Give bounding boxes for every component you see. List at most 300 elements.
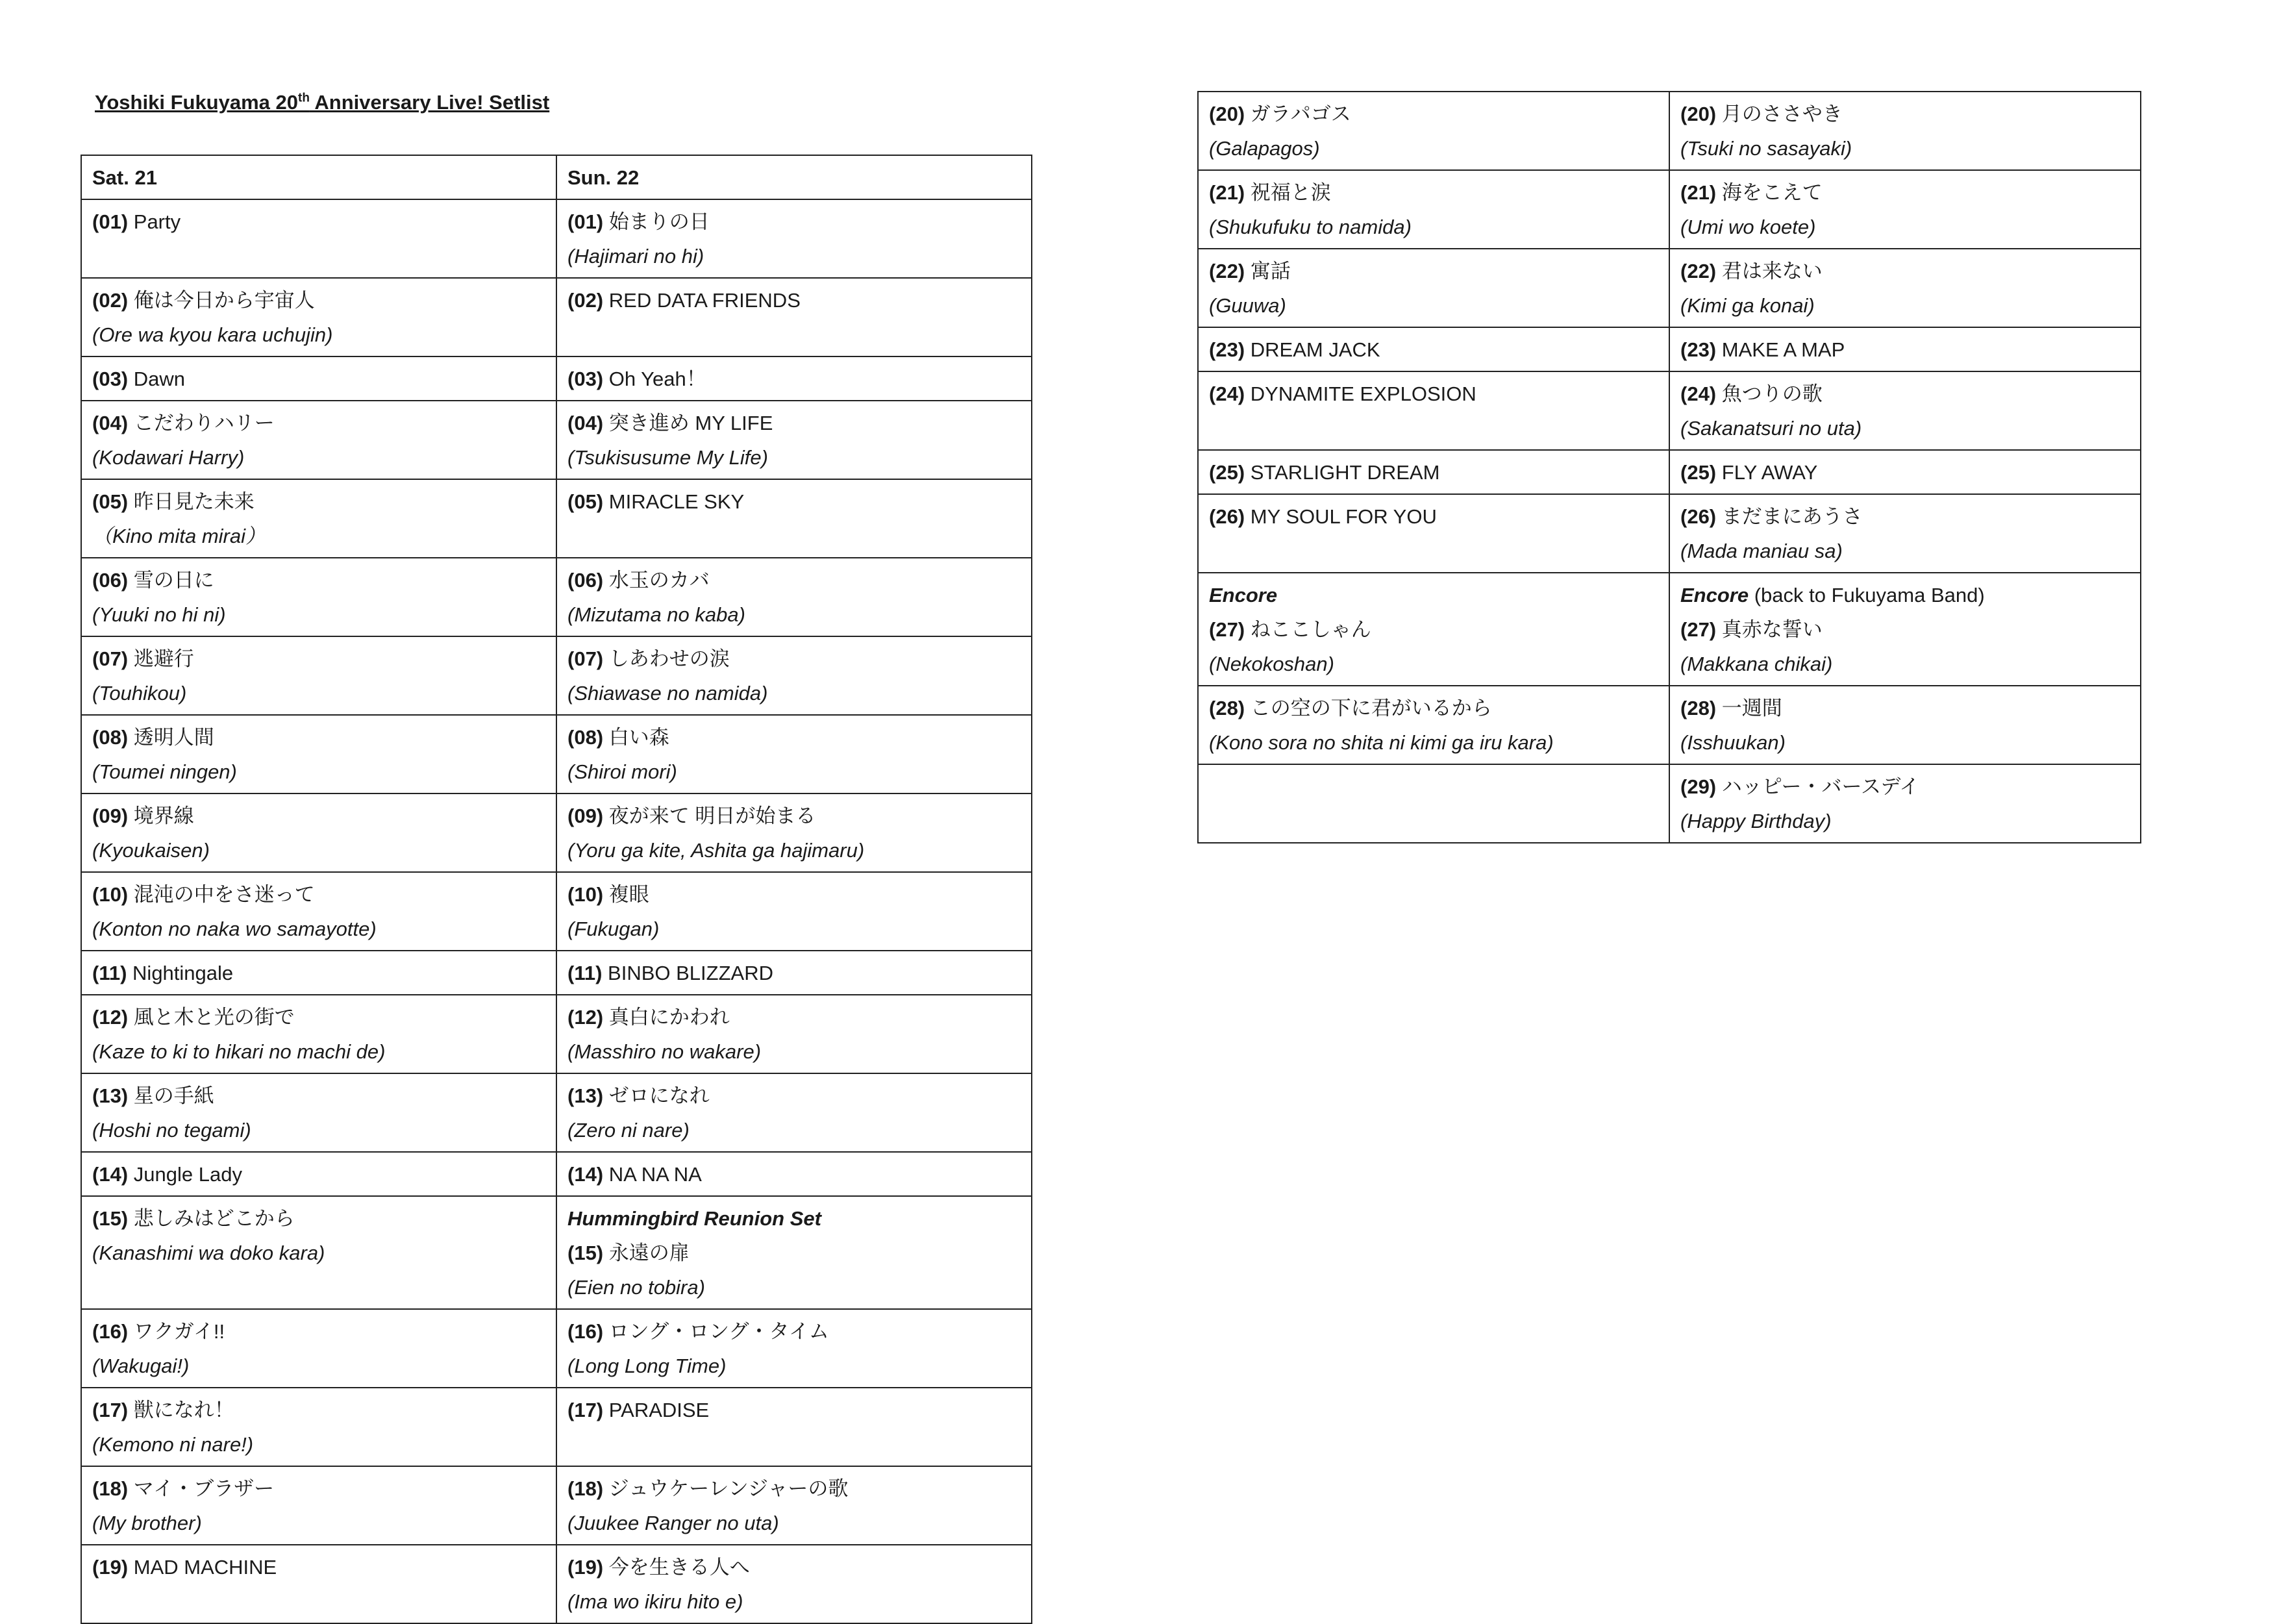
song-title: 境界線: [133, 805, 194, 827]
song-number: (13): [92, 1084, 129, 1107]
table-row: [81, 1388, 1032, 1466]
song-entry: [567, 799, 1021, 833]
song-number: (25): [1209, 461, 1245, 484]
song-title: 水玉のカバ: [608, 569, 710, 592]
song-title: 白い森: [608, 726, 669, 749]
song-title: DREAM JACK: [1250, 338, 1380, 361]
song-number: (09): [92, 805, 129, 827]
song-romanization: (Umi wo koete): [1680, 216, 1816, 238]
setlist-cell: [81, 401, 556, 479]
song-number: (02): [567, 289, 604, 312]
song-romanization: (Kimi ga konai): [1680, 294, 1815, 317]
song-title: 複眼: [608, 883, 649, 906]
song-entry: [567, 956, 1021, 990]
song-number: (03): [92, 368, 129, 390]
song-number: (14): [567, 1163, 604, 1186]
section-label: [1680, 578, 2130, 612]
setlist-cell: [556, 995, 1032, 1073]
song-romanization: (Tsukisusume My Life): [567, 446, 768, 469]
song-title: 俺は今日から宇宙人: [133, 289, 315, 312]
song-entry: [92, 1157, 545, 1192]
song-entry: [92, 283, 545, 318]
song-number: (14): [92, 1163, 129, 1186]
song-title: MAKE A MAP: [1721, 338, 1845, 361]
table-row: [81, 793, 1032, 872]
setlist-cell: [1198, 494, 1669, 573]
song-title: 永遠の扉: [608, 1242, 690, 1264]
table-row: [81, 715, 1032, 793]
table-row: [81, 199, 1032, 278]
song-title: ハッピー・バースデイ: [1721, 775, 1920, 798]
song-entry: [567, 1000, 1021, 1034]
song-entry: [567, 1079, 1021, 1113]
song-title: BINBO BLIZZARD: [608, 962, 773, 984]
song-title: 突き進め MY LIFE: [608, 412, 773, 434]
table-row: [81, 1196, 1032, 1309]
song-romanization: (Makkana chikai): [1680, 653, 1833, 675]
song-number: (20): [1680, 103, 1717, 125]
setlist-cell: [556, 558, 1032, 636]
song-title: Nightingale: [132, 962, 234, 984]
song-romanization: (Yoru ga kite, Ashita ga hajimaru): [567, 839, 865, 862]
table-row: [81, 401, 1032, 479]
song-title: 混沌の中をさ迷って: [133, 883, 315, 906]
song-title: 獣になれ！: [133, 1399, 234, 1421]
table-row: [81, 1152, 1032, 1196]
song-title: ロング・ロング・タイム: [608, 1320, 829, 1343]
song-romanization: (Kono sora no shita ni kimi ga iru kara): [1209, 731, 1554, 754]
setlist-cell: [81, 1196, 556, 1309]
section-label: [1209, 578, 1658, 612]
song-number: (13): [567, 1084, 604, 1107]
song-entry: [92, 1393, 545, 1427]
song-entry: [567, 362, 1021, 396]
song-number: (28): [1209, 697, 1245, 719]
song-title: マイ・ブラザー: [133, 1477, 275, 1500]
setlist-cell: [1669, 573, 2141, 686]
song-title: 始まりの日: [608, 210, 710, 233]
song-entry: [567, 1550, 1021, 1584]
song-entry: [1680, 691, 2130, 725]
song-number: (05): [567, 490, 604, 513]
song-number: (06): [567, 569, 604, 592]
setlist-cell: [81, 951, 556, 995]
song-title: ねここしゃん: [1250, 618, 1371, 641]
setlist-cell: [1669, 327, 2141, 371]
setlist-cell: [556, 1152, 1032, 1196]
song-number: (11): [92, 962, 127, 984]
song-entry: [1209, 612, 1658, 647]
song-title: 悲しみはどこから: [133, 1207, 295, 1230]
song-title: 透明人間: [133, 726, 214, 749]
song-number: (07): [92, 647, 129, 670]
table-row: [1198, 494, 2141, 573]
setlist-cell: [81, 558, 556, 636]
song-title: 魚つりの歌: [1721, 382, 1823, 405]
song-entry: [92, 1000, 545, 1034]
song-entry: [1209, 254, 1658, 288]
song-entry: [1209, 332, 1658, 367]
table-row: [1198, 170, 2141, 249]
song-entry: [92, 362, 545, 396]
section-title: Encore: [1680, 584, 1749, 606]
song-romanization: (Kemono ni nare!): [92, 1433, 254, 1456]
setlist-cell: [81, 1073, 556, 1152]
cell-spacer: [1209, 411, 1658, 445]
table-row: [1198, 371, 2141, 450]
setlist-cell: [1669, 686, 2141, 764]
song-entry: [1680, 175, 2130, 210]
song-title: この空の下に君がいるから: [1250, 697, 1492, 719]
song-number: (24): [1680, 382, 1717, 405]
song-title: 今を生きる人へ: [608, 1556, 750, 1579]
song-entry: [1209, 377, 1658, 411]
song-romanization: (Long Long Time): [567, 1355, 727, 1377]
setlist-cell: [81, 479, 556, 558]
song-title: Party: [133, 210, 181, 233]
song-number: (05): [92, 490, 129, 513]
song-title: 君は来ない: [1721, 260, 1823, 282]
table-row: [81, 872, 1032, 951]
song-number: (01): [567, 210, 604, 233]
song-title: ガラパゴス: [1250, 103, 1351, 125]
setlist-cell: [1669, 494, 2141, 573]
song-number: (19): [92, 1556, 129, 1579]
song-romanization: (Mada maniau sa): [1680, 540, 1843, 562]
song-entry: [567, 205, 1021, 239]
song-romanization: (Shukufuku to namida): [1209, 216, 1412, 238]
song-number: (12): [92, 1006, 129, 1029]
setlist-cell: [556, 872, 1032, 951]
song-number: (29): [1680, 775, 1717, 798]
setlist-cell: [1669, 764, 2141, 843]
song-title: 雪の日に: [133, 569, 214, 592]
cell-spacer: [1209, 534, 1658, 568]
header-row: [81, 155, 1032, 199]
table-row: [81, 1073, 1032, 1152]
song-title: MY SOUL FOR YOU: [1250, 505, 1437, 528]
table-row: [81, 1466, 1032, 1545]
song-romanization: (Happy Birthday): [1680, 810, 1832, 832]
song-romanization: (Isshuukan): [1680, 731, 1786, 754]
setlist-cell: [81, 995, 556, 1073]
setlist-cell: [556, 1388, 1032, 1466]
song-number: (16): [92, 1320, 129, 1343]
cell-spacer: [92, 1270, 545, 1305]
cell-spacer: [1209, 769, 1658, 804]
setlist-cell: [1669, 450, 2141, 494]
song-number: (20): [1209, 103, 1245, 125]
setlist-cell: [556, 356, 1032, 401]
setlist-cell: [81, 793, 556, 872]
song-entry: [567, 484, 1021, 519]
song-title: 真赤な誓い: [1721, 618, 1823, 641]
song-number: (21): [1680, 181, 1717, 204]
setlist-cell: [81, 1466, 556, 1545]
song-romanization: (My brother): [92, 1512, 202, 1534]
song-entry: [567, 283, 1021, 318]
table-row: [81, 356, 1032, 401]
setlist-cell: [1198, 764, 1669, 843]
song-title: 一週間: [1721, 697, 1782, 719]
song-entry: [567, 1471, 1021, 1506]
song-entry: [92, 642, 545, 676]
song-entry: [1680, 499, 2130, 534]
cell-spacer: [1209, 804, 1658, 838]
song-title: NA NA NA: [608, 1163, 702, 1186]
song-title: ゼロになれ: [608, 1084, 710, 1107]
song-romanization: (Ima wo ikiru hito e): [567, 1590, 743, 1613]
setlist-cell: [81, 1388, 556, 1466]
song-romanization: (Zero ni nare): [567, 1119, 690, 1142]
song-title: 風と木と光の街で: [133, 1006, 295, 1029]
setlist-cell: [1198, 450, 1669, 494]
song-entry: [92, 799, 545, 833]
song-title: MAD MACHINE: [133, 1556, 277, 1579]
song-number: (21): [1209, 181, 1245, 204]
song-romanization: (Masshiro no wakare): [567, 1040, 762, 1063]
table-row: [81, 636, 1032, 715]
table-row: [1198, 249, 2141, 327]
song-title: 星の手紙: [133, 1084, 214, 1107]
setlist-cell: [556, 479, 1032, 558]
song-entry: [1209, 97, 1658, 131]
song-number: (26): [1209, 505, 1245, 528]
song-entry: [92, 877, 545, 912]
setlist-cell: [556, 1309, 1032, 1388]
song-romanization: (Fukugan): [567, 918, 660, 940]
song-entry: [92, 720, 545, 755]
song-title: ジュウケーレンジャーの歌: [608, 1477, 849, 1500]
song-romanization: (Konton no naka wo samayotte): [92, 918, 377, 940]
setlist-cell: [1198, 686, 1669, 764]
song-romanization: (Toumei ningen): [92, 760, 237, 783]
song-entry: [1680, 254, 2130, 288]
song-title: 月のささやき: [1721, 103, 1843, 125]
song-entry: [92, 1201, 545, 1236]
song-title: しあわせの涙: [608, 647, 730, 670]
section-label: [567, 1201, 1021, 1236]
song-number: (23): [1209, 338, 1245, 361]
song-title: 海をこえて: [1721, 181, 1823, 204]
song-title: 祝福と涙: [1250, 181, 1331, 204]
song-title: Dawn: [133, 368, 186, 390]
setlist-cell: [81, 715, 556, 793]
song-entry: [1680, 332, 2130, 367]
song-entry: [1209, 499, 1658, 534]
song-romanization: (Sakanatsuri no uta): [1680, 417, 1862, 440]
song-number: (24): [1209, 382, 1245, 405]
table-row: [81, 951, 1032, 995]
setlist-cell: [1669, 249, 2141, 327]
song-entry: [567, 642, 1021, 676]
song-number: (10): [92, 883, 129, 906]
setlist-cell: [556, 1073, 1032, 1152]
song-title: Oh Yeah！: [608, 368, 706, 390]
song-title: FLY AWAY: [1721, 461, 1818, 484]
setlist-cell: [556, 951, 1032, 995]
song-number: (11): [567, 962, 603, 984]
song-number: (27): [1680, 618, 1717, 641]
setlist-cell: [556, 636, 1032, 715]
setlist-table-left: [81, 155, 1032, 1624]
table-row: [81, 278, 1032, 356]
song-title: DYNAMITE EXPLOSION: [1250, 382, 1476, 405]
song-entry: [92, 1079, 545, 1113]
table-row: [1198, 686, 2141, 764]
song-entry: [1680, 377, 2130, 411]
song-number: (03): [567, 368, 604, 390]
song-number: (18): [92, 1477, 129, 1500]
setlist-cell: [1198, 170, 1669, 249]
song-title: PARADISE: [608, 1399, 710, 1421]
setlist-cell: [81, 199, 556, 278]
song-romanization: (Kanashimi wa doko kara): [92, 1242, 325, 1264]
song-number: (17): [92, 1399, 129, 1421]
setlist-cell: [1198, 371, 1669, 450]
song-number: (04): [92, 412, 129, 434]
setlist-cell: [556, 793, 1032, 872]
setlist-cell: [1669, 170, 2141, 249]
setlist-cell: [81, 356, 556, 401]
song-title: Jungle Lady: [133, 1163, 242, 1186]
song-entry: [1680, 455, 2130, 490]
song-romanization: (Yuuki no hi ni): [92, 603, 226, 626]
song-entry: [1209, 691, 1658, 725]
song-entry: [567, 1314, 1021, 1349]
song-romanization: (Juukee Ranger no uta): [567, 1512, 779, 1534]
song-entry: [567, 406, 1021, 440]
song-number: (15): [567, 1242, 604, 1264]
song-title: STARLIGHT DREAM: [1250, 461, 1440, 484]
song-number: (26): [1680, 505, 1717, 528]
song-entry: [92, 956, 545, 990]
song-entry: [1680, 97, 2130, 131]
song-romanization: (Shiawase no namida): [567, 682, 768, 705]
song-romanization: (Touhikou): [92, 682, 187, 705]
setlist-cell: [1198, 92, 1669, 170]
song-entry: [567, 1393, 1021, 1427]
setlist-cell: [81, 636, 556, 715]
setlist-cell: [556, 1196, 1032, 1309]
song-title: MIRACLE SKY: [608, 490, 745, 513]
song-entry: [567, 877, 1021, 912]
setlist-cell: [1198, 327, 1669, 371]
song-number: (25): [1680, 461, 1717, 484]
song-number: (28): [1680, 697, 1717, 719]
section-title: Encore: [1209, 584, 1278, 606]
song-entry: [92, 406, 545, 440]
song-title: 真白にかわれ: [608, 1006, 730, 1029]
page-title: Yoshiki Fukuyama 20th Anniversary Live! Setlist: [95, 91, 550, 114]
song-entry: [567, 720, 1021, 755]
cell-spacer: [92, 1584, 545, 1619]
song-romanization: (Ore wa kyou kara uchujin): [92, 323, 333, 346]
song-entry: [92, 563, 545, 597]
song-romanization: （Kino mita mirai）: [92, 525, 266, 547]
song-number: (08): [567, 726, 604, 749]
song-title: 昨日見た未来: [133, 490, 255, 513]
table-row: [81, 1309, 1032, 1388]
song-title: 寓話: [1250, 260, 1291, 282]
song-entry: [567, 1236, 1021, 1270]
song-entry: [1209, 455, 1658, 490]
song-number: (19): [567, 1556, 604, 1579]
song-number: (15): [92, 1207, 129, 1230]
song-number: (18): [567, 1477, 604, 1500]
song-number: (04): [567, 412, 604, 434]
song-title: こだわりハリー: [133, 412, 275, 434]
setlist-cell: [81, 872, 556, 951]
setlist-table-right: [1197, 91, 2141, 843]
song-romanization: (Kaze to ki to hikari no machi de): [92, 1040, 386, 1063]
song-romanization: (Tsuki no sasayaki): [1680, 137, 1852, 160]
song-entry: [92, 1550, 545, 1584]
table-row: [81, 558, 1032, 636]
song-number: (10): [567, 883, 604, 906]
song-title: まだまにあうさ: [1721, 505, 1863, 528]
song-number: (02): [92, 289, 129, 312]
song-number: (16): [567, 1320, 604, 1343]
setlist-cell: [1669, 371, 2141, 450]
song-romanization: (Hajimari no hi): [567, 245, 704, 268]
table-row: [1198, 450, 2141, 494]
song-romanization: (Guuwa): [1209, 294, 1286, 317]
song-entry: [567, 563, 1021, 597]
table-row: [1198, 327, 2141, 371]
song-number: (23): [1680, 338, 1717, 361]
column-header: Sun. 22: [556, 155, 1032, 199]
song-romanization: (Kodawari Harry): [92, 446, 245, 469]
song-title: 夜が来て 明日が始まる: [608, 805, 816, 827]
cell-spacer: [567, 1427, 1021, 1462]
setlist-cell: [556, 278, 1032, 356]
setlist-cell: [81, 278, 556, 356]
column-header: Sat. 21: [81, 155, 556, 199]
setlist-cell: [1198, 573, 1669, 686]
setlist-cell: [81, 1152, 556, 1196]
song-number: (22): [1209, 260, 1245, 282]
setlist-cell: [556, 1466, 1032, 1545]
song-romanization: (Eien no tobira): [567, 1276, 705, 1299]
song-entry: [92, 1314, 545, 1349]
song-title: RED DATA FRIENDS: [608, 289, 801, 312]
cell-spacer: [92, 239, 545, 273]
setlist-cell: [1198, 249, 1669, 327]
section-title: Hummingbird Reunion Set: [567, 1207, 821, 1230]
cell-spacer: [567, 318, 1021, 352]
song-entry: [1680, 769, 2130, 804]
setlist-cell: [81, 1309, 556, 1388]
song-number: (01): [92, 210, 129, 233]
song-entry: [92, 1471, 545, 1506]
song-romanization: (Wakugai!): [92, 1355, 190, 1377]
song-number: (27): [1209, 618, 1245, 641]
song-number: (08): [92, 726, 129, 749]
table-row: [1198, 764, 2141, 843]
song-number: (07): [567, 647, 604, 670]
song-number: (09): [567, 805, 604, 827]
song-romanization: (Hoshi no tegami): [92, 1119, 251, 1142]
song-entry: [92, 205, 545, 239]
song-entry: [567, 1157, 1021, 1192]
song-entry: [1209, 175, 1658, 210]
song-entry: [1680, 612, 2130, 647]
song-romanization: (Nekokoshan): [1209, 653, 1334, 675]
song-number: (12): [567, 1006, 604, 1029]
song-title: ワクガイ!!: [133, 1320, 225, 1343]
song-number: (22): [1680, 260, 1717, 282]
